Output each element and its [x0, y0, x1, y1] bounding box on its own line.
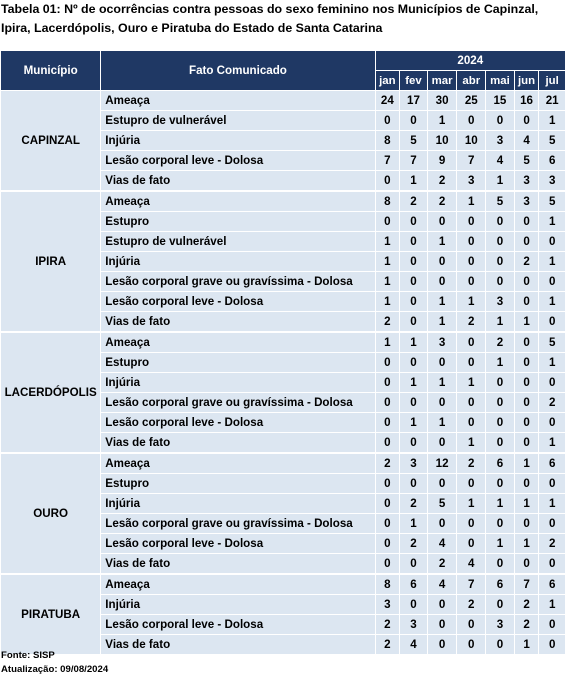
value-cell-jun: 16	[514, 91, 539, 111]
value-cell-mai: 3	[486, 292, 515, 312]
value-cell-jan: 0	[375, 433, 400, 454]
value-cell-jun: 0	[514, 554, 539, 575]
value-cell-jan: 0	[375, 373, 400, 393]
value-cell-jan: 2	[375, 615, 400, 635]
value-cell-abr: 0	[457, 393, 486, 413]
value-cell-jan: 2	[375, 453, 400, 474]
fato-cell: Vias de fato	[101, 635, 375, 655]
value-cell-jun: 0	[514, 433, 539, 454]
value-cell-jul: 6	[539, 151, 566, 171]
value-cell-jan: 1	[375, 332, 400, 353]
value-cell-jul: 0	[539, 373, 566, 393]
value-cell-mai: 0	[486, 252, 515, 272]
fato-cell: Estupro	[101, 474, 375, 494]
value-cell-fev: 3	[400, 615, 428, 635]
value-cell-abr: 0	[457, 111, 486, 131]
value-cell-jul: 5	[539, 191, 566, 212]
value-cell-jan: 8	[375, 131, 400, 151]
value-cell-jul: 1	[539, 433, 566, 454]
value-cell-mai: 0	[486, 111, 515, 131]
source-note: Fonte: SISP	[1, 650, 55, 661]
fato-cell: Estupro de vulnerável	[101, 232, 375, 252]
value-cell-mar: 30	[427, 91, 457, 111]
value-cell-jun: 2	[514, 595, 539, 615]
value-cell-jul: 0	[539, 514, 566, 534]
value-cell-fev: 0	[400, 212, 428, 232]
value-cell-jan: 0	[375, 413, 400, 433]
value-cell-abr: 1	[457, 373, 486, 393]
value-cell-jan: 0	[375, 554, 400, 575]
fato-cell: Ameaça	[101, 332, 375, 353]
header-year: 2024	[375, 51, 565, 71]
value-cell-fev: 1	[400, 413, 428, 433]
value-cell-jun: 1	[514, 635, 539, 655]
value-cell-fev: 1	[400, 373, 428, 393]
value-cell-mar: 0	[427, 393, 457, 413]
table-caption: Tabela 01: Nº de ocorrências contra pessoas do sexo feminino nos Municípios de Capinzal, Ipira, Lacerdópolis, Ouro e Piratuba do Estado de Santa Catarina	[1, 2, 539, 35]
value-cell-mai: 0	[486, 212, 515, 232]
header-month-abr: abr	[457, 71, 486, 91]
value-cell-jan: 0	[375, 474, 400, 494]
value-cell-fev: 0	[400, 393, 428, 413]
value-cell-jan: 0	[375, 494, 400, 514]
value-cell-jun: 4	[514, 131, 539, 151]
value-cell-mar: 0	[427, 353, 457, 373]
table-row	[1, 574, 566, 595]
value-cell-jul: 1	[539, 353, 566, 373]
header-month-jun: jun	[514, 71, 539, 91]
value-cell-jul: 0	[539, 554, 566, 575]
value-cell-jan: 7	[375, 151, 400, 171]
value-cell-jan: 2	[375, 635, 400, 655]
municipio-cell: OURO	[1, 453, 101, 574]
municipio-cell: PIRATUBA	[1, 574, 101, 655]
header-month-fev: fev	[400, 71, 428, 91]
value-cell-jan: 1	[375, 292, 400, 312]
value-cell-jul: 21	[539, 91, 566, 111]
fato-cell: Estupro	[101, 353, 375, 373]
value-cell-jan: 8	[375, 574, 400, 595]
value-cell-jul: 1	[539, 252, 566, 272]
update-date: Atualização: 09/08/2024	[1, 664, 109, 675]
value-cell-abr: 0	[457, 252, 486, 272]
value-cell-mar: 2	[427, 191, 457, 212]
value-cell-jun: 0	[514, 232, 539, 252]
value-cell-fev: 6	[400, 574, 428, 595]
value-cell-mar: 5	[427, 494, 457, 514]
value-cell-mar: 2	[427, 554, 457, 575]
value-cell-mar: 1	[427, 232, 457, 252]
fato-cell: Vias de fato	[101, 433, 375, 454]
value-cell-jul: 0	[539, 232, 566, 252]
value-cell-jan: 3	[375, 595, 400, 615]
value-cell-mai: 0	[486, 373, 515, 393]
value-cell-jan: 0	[375, 534, 400, 554]
value-cell-fev: 1	[400, 332, 428, 353]
fato-cell: Lesão corporal leve - Dolosa	[101, 151, 375, 171]
value-cell-jan: 0	[375, 353, 400, 373]
value-cell-jan: 24	[375, 91, 400, 111]
value-cell-jul: 0	[539, 474, 566, 494]
value-cell-jul: 0	[539, 312, 566, 333]
fato-cell: Lesão corporal leve - Dolosa	[101, 413, 375, 433]
value-cell-mar: 9	[427, 151, 457, 171]
header-month-mar: mar	[427, 71, 457, 91]
value-cell-jul: 0	[539, 272, 566, 292]
value-cell-mar: 1	[427, 111, 457, 131]
value-cell-jun: 0	[514, 332, 539, 353]
value-cell-mai: 0	[486, 554, 515, 575]
value-cell-mai: 1	[486, 171, 515, 192]
value-cell-jun: 0	[514, 111, 539, 131]
value-cell-mai: 0	[486, 393, 515, 413]
fato-cell: Injúria	[101, 373, 375, 393]
value-cell-jan: 1	[375, 232, 400, 252]
value-cell-jun: 5	[514, 151, 539, 171]
value-cell-fev: 0	[400, 111, 428, 131]
value-cell-fev: 0	[400, 554, 428, 575]
value-cell-fev: 0	[400, 272, 428, 292]
fato-cell: Injúria	[101, 252, 375, 272]
value-cell-mar: 0	[427, 474, 457, 494]
value-cell-abr: 0	[457, 635, 486, 655]
value-cell-mai: 1	[486, 312, 515, 333]
value-cell-mar: 12	[427, 453, 457, 474]
value-cell-jun: 0	[514, 474, 539, 494]
value-cell-jul: 0	[539, 413, 566, 433]
value-cell-mar: 1	[427, 413, 457, 433]
value-cell-jun: 0	[514, 353, 539, 373]
value-cell-abr: 0	[457, 413, 486, 433]
value-cell-jul: 0	[539, 635, 566, 655]
value-cell-fev: 0	[400, 252, 428, 272]
value-cell-mai: 3	[486, 615, 515, 635]
value-cell-jan: 1	[375, 252, 400, 272]
value-cell-abr: 1	[457, 433, 486, 454]
value-cell-mai: 1	[486, 353, 515, 373]
table-row	[1, 453, 566, 474]
municipio-cell: IPIRA	[1, 191, 101, 332]
value-cell-mai: 0	[486, 413, 515, 433]
value-cell-mai: 0	[486, 433, 515, 454]
value-cell-mar: 2	[427, 171, 457, 192]
fato-cell: Ameaça	[101, 453, 375, 474]
value-cell-mar: 1	[427, 373, 457, 393]
value-cell-abr: 0	[457, 474, 486, 494]
value-cell-jun: 3	[514, 191, 539, 212]
value-cell-mar: 0	[427, 252, 457, 272]
value-cell-mai: 6	[486, 574, 515, 595]
value-cell-abr: 0	[457, 332, 486, 353]
value-cell-jun: 0	[514, 292, 539, 312]
header-month-jan: jan	[375, 71, 400, 91]
value-cell-abr: 2	[457, 453, 486, 474]
value-cell-jan: 0	[375, 111, 400, 131]
value-cell-jan: 0	[375, 171, 400, 192]
value-cell-jun: 1	[514, 453, 539, 474]
value-cell-jul: 6	[539, 574, 566, 595]
value-cell-mar: 0	[427, 635, 457, 655]
value-cell-mar: 0	[427, 433, 457, 454]
value-cell-mai: 0	[486, 514, 515, 534]
value-cell-mar: 10	[427, 131, 457, 151]
value-cell-mar: 0	[427, 514, 457, 534]
value-cell-jul: 3	[539, 171, 566, 192]
value-cell-mar: 0	[427, 212, 457, 232]
fato-cell: Injúria	[101, 131, 375, 151]
value-cell-fev: 1	[400, 514, 428, 534]
value-cell-fev: 3	[400, 453, 428, 474]
value-cell-abr: 1	[457, 494, 486, 514]
value-cell-mar: 1	[427, 292, 457, 312]
value-cell-jun: 0	[514, 272, 539, 292]
value-cell-fev: 0	[400, 595, 428, 615]
table-row	[1, 191, 566, 212]
value-cell-jan: 0	[375, 393, 400, 413]
value-cell-mai: 1	[486, 534, 515, 554]
value-cell-fev: 1	[400, 171, 428, 192]
value-cell-mai: 5	[486, 191, 515, 212]
value-cell-abr: 0	[457, 615, 486, 635]
value-cell-jul: 5	[539, 131, 566, 151]
value-cell-abr: 0	[457, 514, 486, 534]
fato-cell: Estupro	[101, 212, 375, 232]
value-cell-abr: 25	[457, 91, 486, 111]
header-month-mai: mai	[486, 71, 515, 91]
fato-cell: Estupro de vulnerável	[101, 111, 375, 131]
value-cell-fev: 0	[400, 474, 428, 494]
value-cell-jan: 1	[375, 272, 400, 292]
value-cell-mai: 0	[486, 635, 515, 655]
table-row	[1, 91, 566, 111]
fato-cell: Ameaça	[101, 574, 375, 595]
fato-cell: Lesão corporal leve - Dolosa	[101, 615, 375, 635]
header-month-jul: jul	[539, 71, 566, 91]
value-cell-jul: 1	[539, 292, 566, 312]
value-cell-abr: 0	[457, 534, 486, 554]
value-cell-fev: 4	[400, 635, 428, 655]
fato-cell: Injúria	[101, 494, 375, 514]
fato-cell: Vias de fato	[101, 312, 375, 333]
fato-cell: Ameaça	[101, 91, 375, 111]
value-cell-mai: 0	[486, 595, 515, 615]
value-cell-fev: 0	[400, 312, 428, 333]
value-cell-jul: 2	[539, 534, 566, 554]
value-cell-jul: 6	[539, 453, 566, 474]
value-cell-jun: 3	[514, 171, 539, 192]
value-cell-jun: 1	[514, 494, 539, 514]
value-cell-jul: 1	[539, 212, 566, 232]
value-cell-mai: 1	[486, 494, 515, 514]
value-cell-mar: 1	[427, 312, 457, 333]
value-cell-jul: 2	[539, 393, 566, 413]
value-cell-jan: 2	[375, 312, 400, 333]
municipio-cell: LACERDÓPOLIS	[1, 332, 101, 453]
value-cell-mai: 15	[486, 91, 515, 111]
value-cell-jun: 2	[514, 252, 539, 272]
value-cell-jun: 0	[514, 212, 539, 232]
value-cell-abr: 10	[457, 131, 486, 151]
fato-cell: Vias de fato	[101, 554, 375, 575]
value-cell-jul: 1	[539, 595, 566, 615]
value-cell-mar: 0	[427, 595, 457, 615]
value-cell-mar: 3	[427, 332, 457, 353]
value-cell-jul: 5	[539, 332, 566, 353]
fato-cell: Lesão corporal grave ou gravíssima - Dolosa	[101, 272, 375, 292]
value-cell-mai: 0	[486, 474, 515, 494]
fato-cell: Lesão corporal leve - Dolosa	[101, 292, 375, 312]
value-cell-jul: 1	[539, 111, 566, 131]
fato-cell: Injúria	[101, 595, 375, 615]
value-cell-fev: 0	[400, 292, 428, 312]
value-cell-abr: 1	[457, 292, 486, 312]
value-cell-mai: 0	[486, 232, 515, 252]
municipio-cell: CAPINZAL	[1, 91, 101, 192]
value-cell-fev: 0	[400, 232, 428, 252]
value-cell-fev: 5	[400, 131, 428, 151]
occurrences-table	[0, 50, 566, 655]
fato-cell: Lesão corporal leve - Dolosa	[101, 534, 375, 554]
value-cell-abr: 7	[457, 151, 486, 171]
value-cell-abr: 7	[457, 574, 486, 595]
value-cell-fev: 7	[400, 151, 428, 171]
value-cell-jun: 0	[514, 514, 539, 534]
value-cell-jul: 1	[539, 494, 566, 514]
value-cell-jun: 2	[514, 615, 539, 635]
value-cell-mai: 3	[486, 131, 515, 151]
value-cell-fev: 17	[400, 91, 428, 111]
value-cell-mai: 0	[486, 272, 515, 292]
value-cell-jun: 0	[514, 413, 539, 433]
fato-cell: Vias de fato	[101, 171, 375, 192]
value-cell-fev: 0	[400, 433, 428, 454]
value-cell-fev: 2	[400, 534, 428, 554]
value-cell-abr: 0	[457, 212, 486, 232]
value-cell-abr: 4	[457, 554, 486, 575]
value-cell-mai: 4	[486, 151, 515, 171]
value-cell-abr: 2	[457, 312, 486, 333]
value-cell-jun: 1	[514, 534, 539, 554]
value-cell-abr: 1	[457, 191, 486, 212]
value-cell-abr: 0	[457, 232, 486, 252]
value-cell-fev: 2	[400, 191, 428, 212]
value-cell-mai: 2	[486, 332, 515, 353]
value-cell-mar: 4	[427, 574, 457, 595]
value-cell-abr: 2	[457, 595, 486, 615]
value-cell-jan: 8	[375, 191, 400, 212]
value-cell-abr: 3	[457, 171, 486, 192]
value-cell-mar: 0	[427, 615, 457, 635]
value-cell-mai: 6	[486, 453, 515, 474]
table-body	[1, 91, 566, 655]
fato-cell: Lesão corporal grave ou gravíssima - Dolosa	[101, 514, 375, 534]
value-cell-jul: 0	[539, 615, 566, 635]
value-cell-jan: 0	[375, 514, 400, 534]
table-row	[1, 332, 566, 353]
value-cell-jun: 0	[514, 393, 539, 413]
value-cell-abr: 0	[457, 353, 486, 373]
value-cell-mar: 0	[427, 272, 457, 292]
value-cell-jan: 0	[375, 212, 400, 232]
header-fato-comunicado: Fato Comunicado	[101, 51, 375, 91]
value-cell-jun: 7	[514, 574, 539, 595]
header-municipio: Município	[1, 51, 101, 91]
value-cell-fev: 2	[400, 494, 428, 514]
value-cell-jun: 1	[514, 312, 539, 333]
fato-cell: Lesão corporal grave ou gravíssima - Dolosa	[101, 393, 375, 413]
value-cell-abr: 0	[457, 272, 486, 292]
fato-cell: Ameaça	[101, 191, 375, 212]
value-cell-mar: 4	[427, 534, 457, 554]
value-cell-jun: 0	[514, 373, 539, 393]
value-cell-fev: 0	[400, 353, 428, 373]
